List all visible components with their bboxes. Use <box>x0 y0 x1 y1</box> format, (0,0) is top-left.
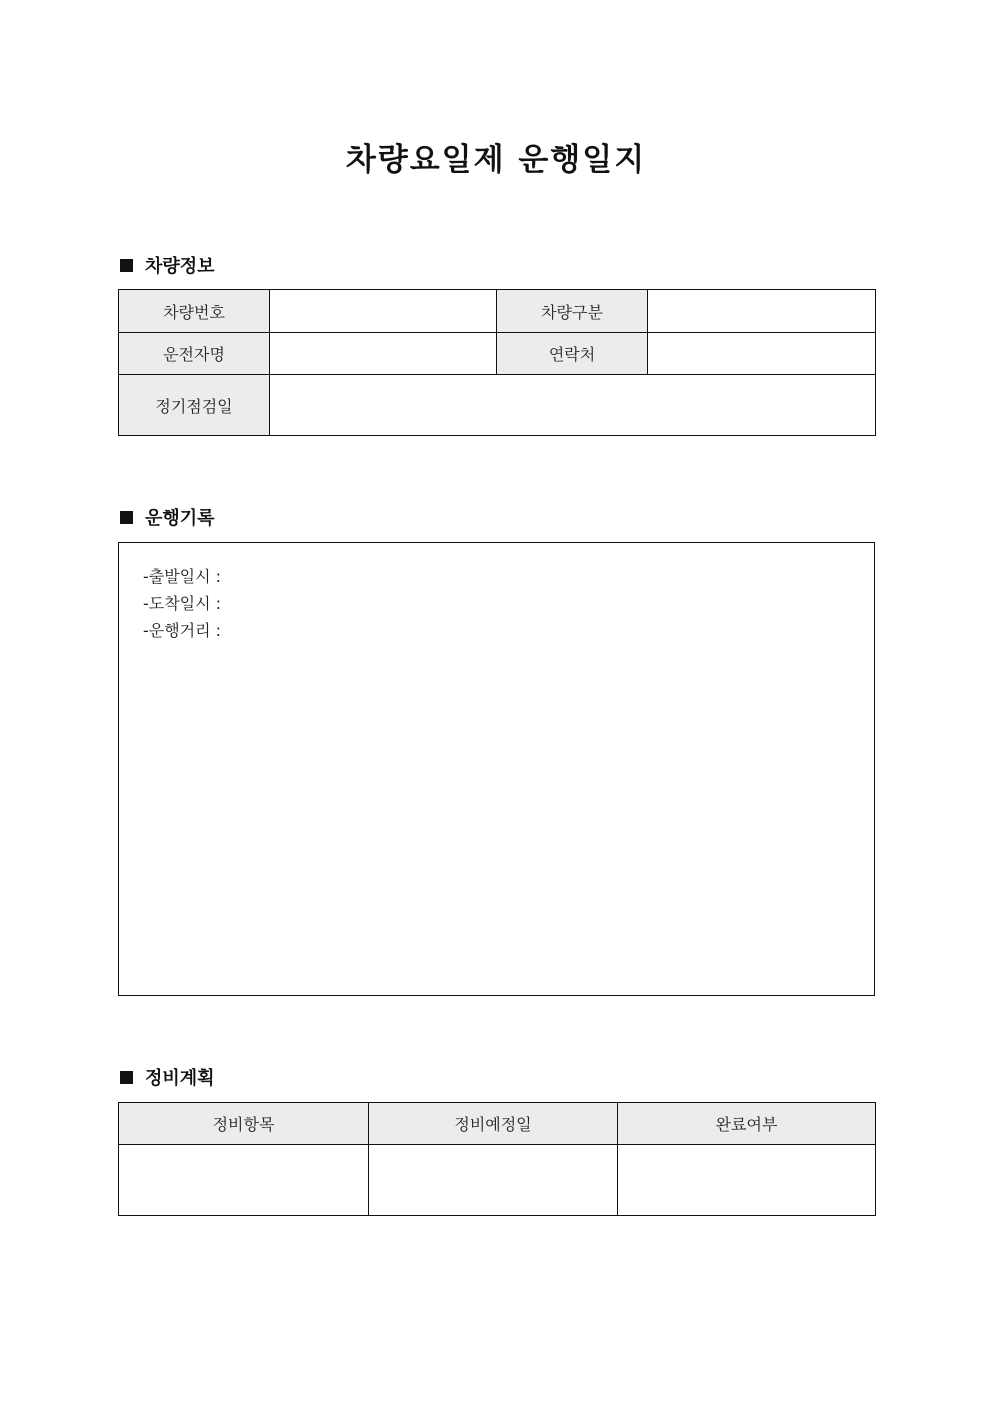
vehicle-number-field[interactable] <box>270 290 497 333</box>
contact-field[interactable] <box>648 333 876 375</box>
section-title: 운행기록 <box>145 508 215 529</box>
arrival-time-line <box>143 591 221 614</box>
driver-name-field[interactable] <box>270 333 497 375</box>
square-bullet-icon <box>120 1071 133 1084</box>
column-header-item: 정비항목 <box>119 1103 369 1145</box>
section-title: 차량정보 <box>145 256 215 277</box>
distance-label: -운행거리 : <box>143 621 222 640</box>
label-contact: 연락처 <box>497 333 648 375</box>
label-vehicle-number: 차량번호 <box>119 290 270 333</box>
table-row <box>119 333 876 375</box>
section-heading-maintenance-plan <box>120 1065 215 1089</box>
scheduled-date-cell[interactable] <box>369 1145 618 1216</box>
completion-status-cell[interactable] <box>618 1145 876 1216</box>
arrival-time-label: -도착일시 : <box>143 594 222 613</box>
vehicle-info-table <box>118 289 876 436</box>
maintenance-item-cell[interactable] <box>119 1145 369 1216</box>
driving-record-box[interactable] <box>118 542 875 996</box>
departure-time-label: -출발일시 : <box>143 567 222 586</box>
section-title: 정비계획 <box>145 1068 215 1089</box>
section-heading-vehicle-info <box>120 253 215 277</box>
table-header-row <box>119 1103 876 1145</box>
column-header-scheduled-date: 정비예정일 <box>369 1103 618 1145</box>
vehicle-type-field[interactable] <box>648 290 876 333</box>
maintenance-plan-table <box>118 1102 876 1216</box>
label-vehicle-type: 차량구분 <box>497 290 648 333</box>
square-bullet-icon <box>120 511 133 524</box>
label-driver-name: 운전자명 <box>119 333 270 375</box>
inspection-date-field[interactable] <box>270 375 876 436</box>
table-row <box>119 375 876 436</box>
distance-line <box>143 618 221 641</box>
column-header-completion: 완료여부 <box>618 1103 876 1145</box>
square-bullet-icon <box>120 259 133 272</box>
departure-time-line <box>143 564 221 587</box>
table-row <box>119 290 876 333</box>
label-inspection-date: 정기점검일 <box>119 375 270 436</box>
document-title: 차량요일제 운행일지 <box>345 142 647 178</box>
table-row <box>119 1145 876 1216</box>
section-heading-driving-record <box>120 505 215 529</box>
